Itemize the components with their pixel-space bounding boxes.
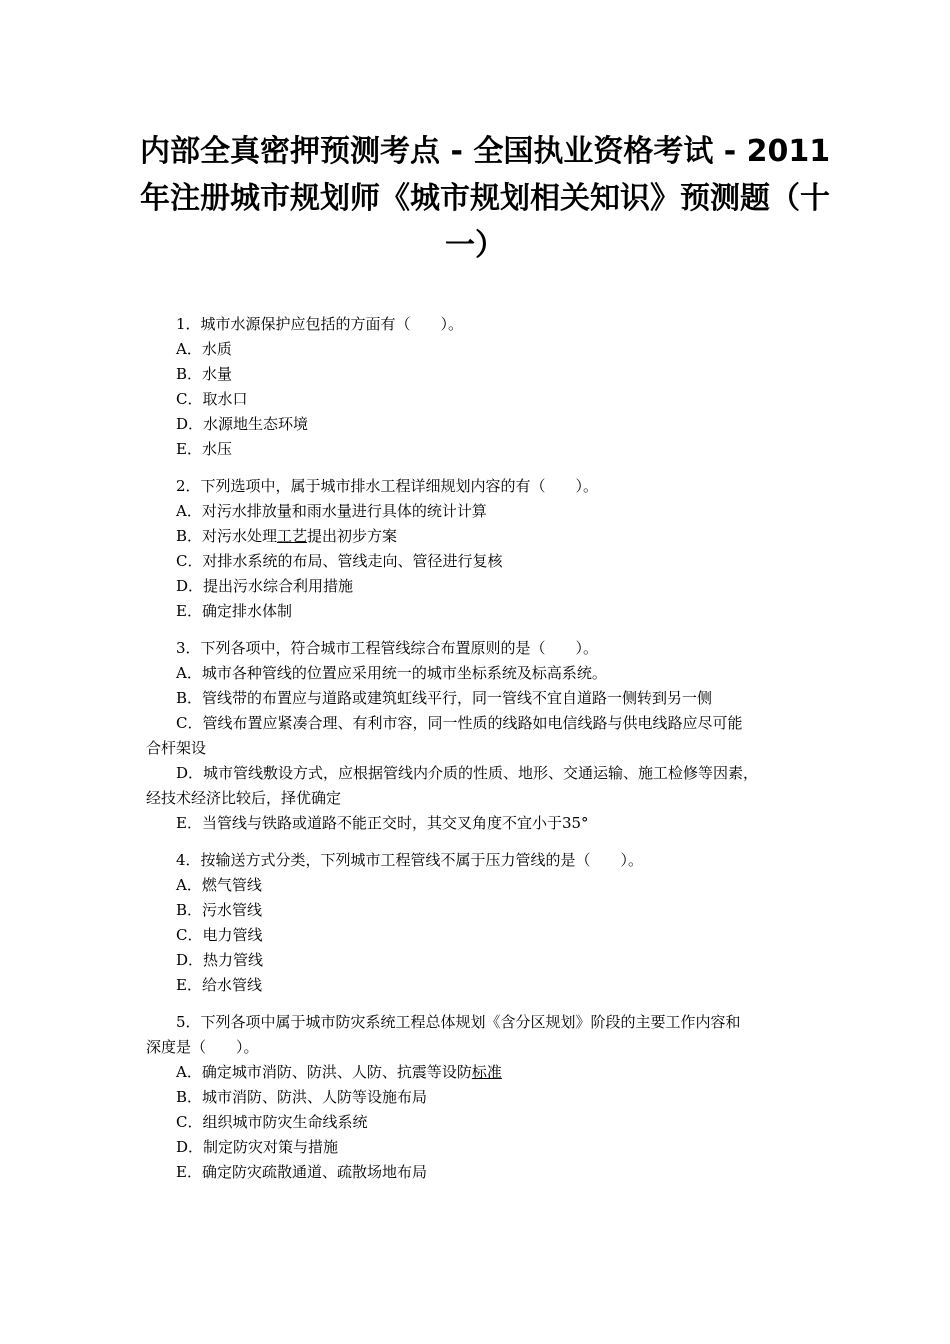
option-a: A．城市各种管线的位置应采用统一的城市坐标系统及标高系统。: [176, 664, 607, 682]
option-b: B．水量: [176, 365, 233, 383]
option-a: A．对污水排放量和雨水量进行具体的统计计算: [176, 502, 487, 520]
title-line-2: 年注册城市规划师《城市规划相关知识》预测题（十: [140, 181, 830, 216]
option-b: [146, 524, 826, 549]
page-title: [140, 128, 831, 269]
option-d: D．提出污水综合利用措施: [176, 577, 354, 595]
option-e: E．当管线与铁路或道路不能正交时，其交叉角度不宜小于35°: [176, 814, 589, 832]
option-d: D．城市管线敷设方式，应根据管线内介质的性质、地形、交通运输、施工检修等因素，: [176, 764, 759, 782]
option-b: B．城市消防、防洪、人防等设施布局: [176, 1088, 428, 1106]
question-4: [146, 848, 826, 998]
option-a: A．水质: [176, 340, 232, 358]
option-a: A．燃气管线: [176, 876, 262, 894]
option-a: [146, 1060, 826, 1085]
question-list: [146, 312, 826, 1185]
title-line-1: 内部全真密押预测考点 - 全国执业资格考试 - 2011: [140, 134, 831, 169]
question-stem: 1．城市水源保护应包括的方面有（ ）。: [176, 315, 464, 333]
option-d: D．热力管线: [176, 951, 264, 969]
option-c-continued: 合杆架设: [146, 739, 207, 757]
option-d: D．制定防灾对策与措施: [176, 1138, 339, 1156]
question-stem: 4．按输送方式分类，下列城市工程管线不属于压力管线的是（ ）。: [176, 851, 644, 869]
term-link[interactable]: 工艺: [277, 527, 308, 545]
question-5: [146, 1010, 826, 1185]
option-e: E．确定排水体制: [176, 602, 292, 620]
option-e: E．给水管线: [176, 976, 262, 994]
option-d-continued: 经技术经济比较后，择优确定: [146, 789, 342, 807]
option-e: E．确定防灾疏散通道、疏散场地布局: [176, 1163, 427, 1181]
option-text: 提出初步方案: [307, 527, 398, 545]
question-1: [146, 312, 826, 462]
question-stem-continued: 深度是（ ）。: [146, 1038, 259, 1056]
question-stem: 2．下列选项中，属于城市排水工程详细规划内容的有（ ）。: [176, 477, 599, 495]
question-stem: 3．下列各项中，符合城市工程管线综合布置原则的是（ ）。: [176, 639, 599, 657]
option-text: A．确定城市消防、防洪、人防、抗震等设防: [176, 1063, 472, 1081]
option-c: C．管线布置应紧凑合理、有利市容，同一性质的线路如电信线路与供电线路应尽可能: [176, 714, 743, 732]
term-link[interactable]: 标准: [471, 1063, 502, 1081]
option-b: B．管线带的布置应与道路或建筑虹线平行，同一管线不宜自道路一侧转到另一侧: [176, 689, 713, 707]
option-b: B．污水管线: [176, 901, 263, 919]
option-c: C．对排水系统的布局、管线走向、管径进行复核: [176, 552, 503, 570]
option-c: C．组织城市防灾生命线系统: [176, 1113, 368, 1131]
option-c: C．电力管线: [176, 926, 263, 944]
option-text: B．对污水处理: [176, 527, 278, 545]
question-stem: 5．下列各项中属于城市防灾系统工程总体规划《含分区规划》阶段的主要工作内容和: [176, 1013, 741, 1031]
title-line-3: 一）: [445, 228, 505, 263]
option-c: C．取水口: [176, 390, 248, 408]
option-d: D．水源地生态环境: [176, 415, 309, 433]
question-2: [146, 474, 826, 624]
question-3: [146, 636, 826, 836]
option-e: E．水压: [176, 440, 232, 458]
